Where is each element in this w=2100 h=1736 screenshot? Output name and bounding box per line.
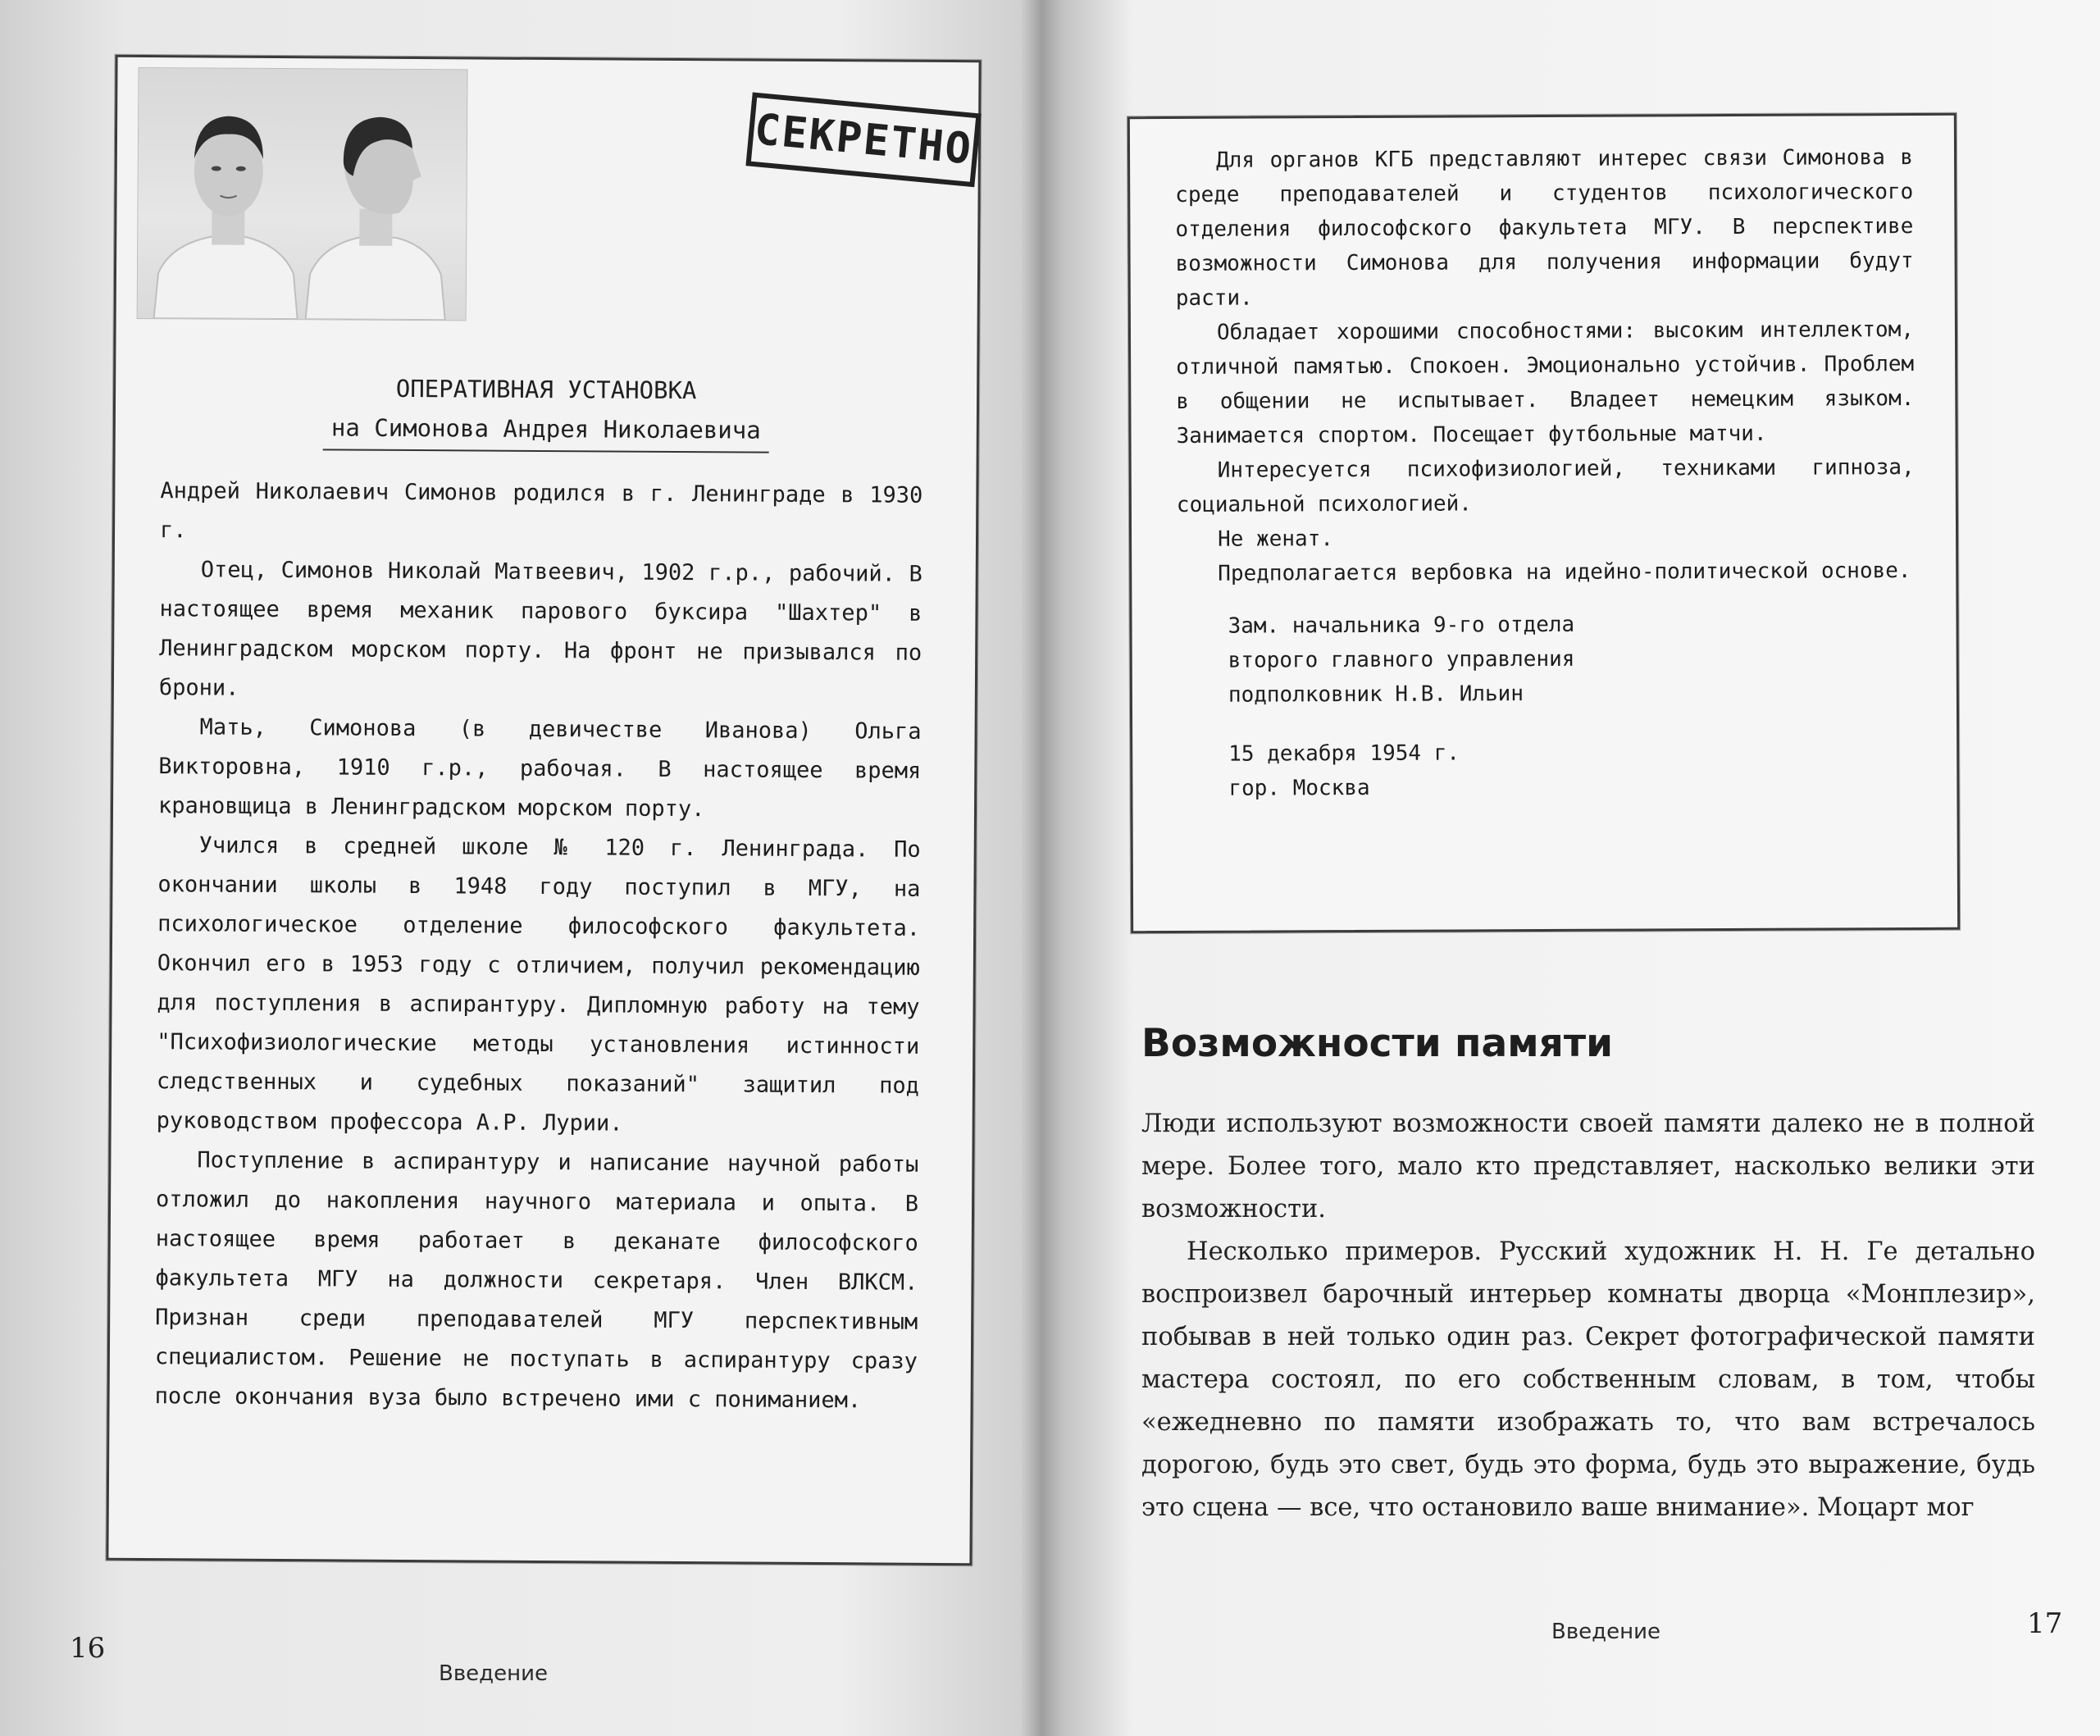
document-title: ОПЕРАТИВНАЯ УСТАНОВКА [395,374,697,405]
left-paragraph: Андрей Николаевич Симонов родился в г. Ленинграде в 1930 г. [159,478,923,544]
right-card-paragraph: Для органов КГБ представляют интерес связи Симонова в среде преподавателей и студентов психологического отделения философского факультета МГУ. В перспективе возможности Симонова для получения информации будут расти. [1175,145,1914,311]
right-card-text [1175,140,1916,806]
left-paragraph: Учился в средней школе № 120 г. Ленинграда. По окончании школы в 1948 году поступил в МГУ, на психологическое отделение философского факультета. Окончил его в 1953 году с отличием, получил рекомендацию для поступления в аспирантуру. Дипломную работу на тему "Психофизиологические методы установления истинности следственных и судебных показаний" защитил под руководством профессора А.Р. Лурии. [156,832,921,1137]
left-paragraph: Мать, Симонова (в девичестве Иванова) Ольга Викторовна, 1910 г.р., рабочая. В настоящее время крановщица в Ленинградском морском порту. [157,714,922,822]
running-head-right: Введение [1551,1620,1661,1644]
signature-line: подполковник Н.В. Ильин [1228,681,1524,708]
place-line: гор. Москва [1228,775,1370,801]
running-head-left: Введение [439,1661,549,1686]
left-card-text [154,472,922,1421]
left-page [0,0,1035,1736]
book-body-text [1141,1103,2035,1529]
mugshot-photo [137,67,468,321]
date-line: 15 декабря 1954 г. [1228,740,1460,767]
document-subtitle: на Симонова Андрея Николаевича [323,408,769,453]
signature-line: Зам. начальника 9-го отдела [1228,612,1575,639]
section-heading: Возможности памяти [1141,1021,1614,1066]
secret-stamp: СЕКРЕТНО [745,93,981,188]
right-card-paragraph: Обладает хорошими способностями: высоким интеллектом, отличной памятью. Спокоен. Эмоционально устойчив. Проблем в общении не испытывает. Владеет немецким языком. Занимается спортом. Посещает футбольные матчи. [1176,317,1915,449]
right-card-paragraph: Интересуется психофизиологией, техниками гипноза, социальной психологией. [1176,455,1915,517]
document-heading [116,367,977,454]
archive-card-right [1127,113,1960,933]
right-card-paragraph: Не женат. [1218,526,1334,552]
body-paragraph: Люди используют возможности своей памяти далеко не в полной мере. Более того, мало кто представляет, насколько велики эти возможности. [1141,1109,2035,1223]
page-number-right: 17 [2027,1607,2063,1640]
mugshot-figures [138,68,467,320]
signature-block [1177,606,1916,713]
left-paragraph: Поступление в аспирантуру и написание научной работы отложил до накопления научного материала и опыта. В настоящее время работает в деканате философского факультета МГУ на должности секретаря. Член ВЛКСМ. Признан среди преподавателей МГУ перспективным специалистом. Решение не поступать в аспирантуру сразу после окончания вуза было встречено ими с пониманием. [154,1147,919,1414]
left-paragraph: Отец, Симонов Николай Матвеевич, 1902 г.р., рабочий. В настоящее время механик парового буксира "Шахтер" в Ленинградском морском порту. На фронт не призывался по брони. [158,557,922,701]
body-paragraph: Несколько примеров. Русский художник Н. Н. Ге детально воспроизвел барочный интерьер комнаты дворца «Монплезир», побывав в ней только один раз. Секрет фотографической памяти мастера состоял, по его собственным словам, в том, чтобы «ежедневно по памяти изображать то, что вам встречалось дорогою, будь это свет, будь это форма, будь это выражение, будь это сцена — все, что остановило ваше внимание». Моцарт мог [1141,1237,2035,1522]
page-number-left: 16 [70,1632,106,1665]
right-page [1035,0,2100,1736]
right-card-paragraph: Предполагается вербовка на идейно-политической основе. [1218,558,1911,586]
date-place-block [1178,734,1916,806]
archive-card-left [106,55,981,1565]
signature-line: второго главного управления [1228,646,1575,673]
